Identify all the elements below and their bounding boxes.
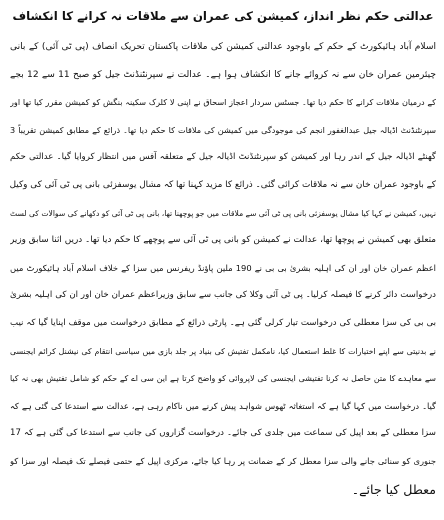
article-body — [10, 34, 436, 503]
article-line: معطل کیا جائے۔ — [351, 481, 436, 497]
article-line: کے باوجود عمران خان سے نہ ملاقات کرائی گئی۔ ذرائع کا مزید کہنا تھا کہ مشال یوسفزئی بانی پی ٹی آئی کی وکیل — [10, 179, 436, 190]
article-line: نے بدنیتی سے اپنے اختیارات کا غلط استعمال کیا، نامکمل تفتیش کی بنیاد پر جلد بازی میں سیاسی انتقام کی نیشنل کرائم ایجنسی — [10, 346, 436, 356]
headline: عدالتی حکم نظر انداز، کمیشن کی عمران سے ملاقات نہ کرانے کا انکشاف — [12, 9, 434, 23]
article-line: درخواست دائر کرنے کا فیصلہ کرلیا۔ پی ٹی آئی وکلا کی جانب سے سابق وزیراعظم عمران خان اور ان کی اہلیہ بشریٰ — [10, 290, 436, 301]
article-line: سے معاہدے کا متن حاصل نہ کرنا تفتیشی ایجنسی کی لاپروائی کو واضح کرتا ہے این سی اے کے حکم کو شامل تفتیش بھی نہ کیا — [10, 374, 436, 384]
article-line: گھنٹے اڈیالہ جیل کے اندر رہا اور کمیشن کو سپرنٹنڈنٹ اڈیالہ جیل کے متعلقہ آفس میں انتظار کروایا گیا۔ عدالتی حکم — [10, 152, 436, 163]
article-line: متعلق بھی کمیشن نے پوچھا تھا، عدالت نے کمیشن کو بانی پی ٹی آئی سے پوچھے کا حکم دیا تھا۔ دریں اثنا سابق وزیر — [10, 235, 436, 246]
article-line: چیئرمین عمران خان سے نہ کروائے جانے کا انکشاف ہوا ہے۔ عدالت نے سپرنٹنڈنٹ جیل کو صبح 11 سے 12 بجے — [10, 69, 436, 80]
article-line: اسلام آباد ہائیکورٹ کے حکم کے باوجود عدالتی کمیشن کی ملاقات پاکستان تحریک انصاف (پی ٹی آئی) کے بانی — [10, 42, 436, 52]
article-line: بی بی کی سزا معطلی کی درخواست تیار کرلی گئی ہے۔ پارٹی ذرائع کے مطابق درخواست میں موقف اپنایا گیا کہ نیب — [10, 317, 436, 328]
article-line: کے درمیان ملاقات کرانے کا حکم دیا تھا۔ جسٹس سردار اعجاز اسحاق نے اپنی لا کلرک سکینہ بنگش کو کمیشن مقرر کیا تھا اور — [10, 97, 436, 108]
article-line: جنوری کو سنائی جانے والی سزا معطل کر کے ضمانت پر رہا کیا جائے، مرکزی اپیل کے حتمی فیصلے تک فیصلہ اور سزا کو — [10, 455, 436, 466]
article-line: نہیں، کمیشن نے کہا کیا مشال یوسفزئی بانی پی ٹی آئی سے ملاقات میں جو پوچھنا تھا، بانی پی ٹی آئی کو دکھانے کی سوالات کی لسٹ — [10, 208, 436, 218]
article-line: سزا معطلی کے بعد اپیل کی سماعت میں جلدی کی جائے۔ درخواست گزاروں کی جانب سے استدعا کی گئی ہے کہ 17 — [10, 428, 436, 439]
article-line: سپرنٹنڈنٹ اڈیالہ جیل عبدالغفور انجم کی موجودگی میں کمیشن کی ملاقات کا حکم دیا تھا۔ ذرائع کے مطابق کمیشن تقریباً 3 — [10, 124, 436, 135]
article-line: اعظم عمران خان اور ان کی اہلیہ بشریٰ بی بی نے 190 ملین پاؤنڈ ریفرنس میں سزا کے خلاف اسلام آباد ہائیکورٹ میں — [10, 262, 436, 273]
article-line: گیا۔ درخواست میں کہا گیا ہے کہ استغاثہ ٹھوس شواہد پیش کرنے میں ناکام رہی ہے، عدالت سے استدعا کی گئی ہے کہ — [10, 400, 436, 411]
